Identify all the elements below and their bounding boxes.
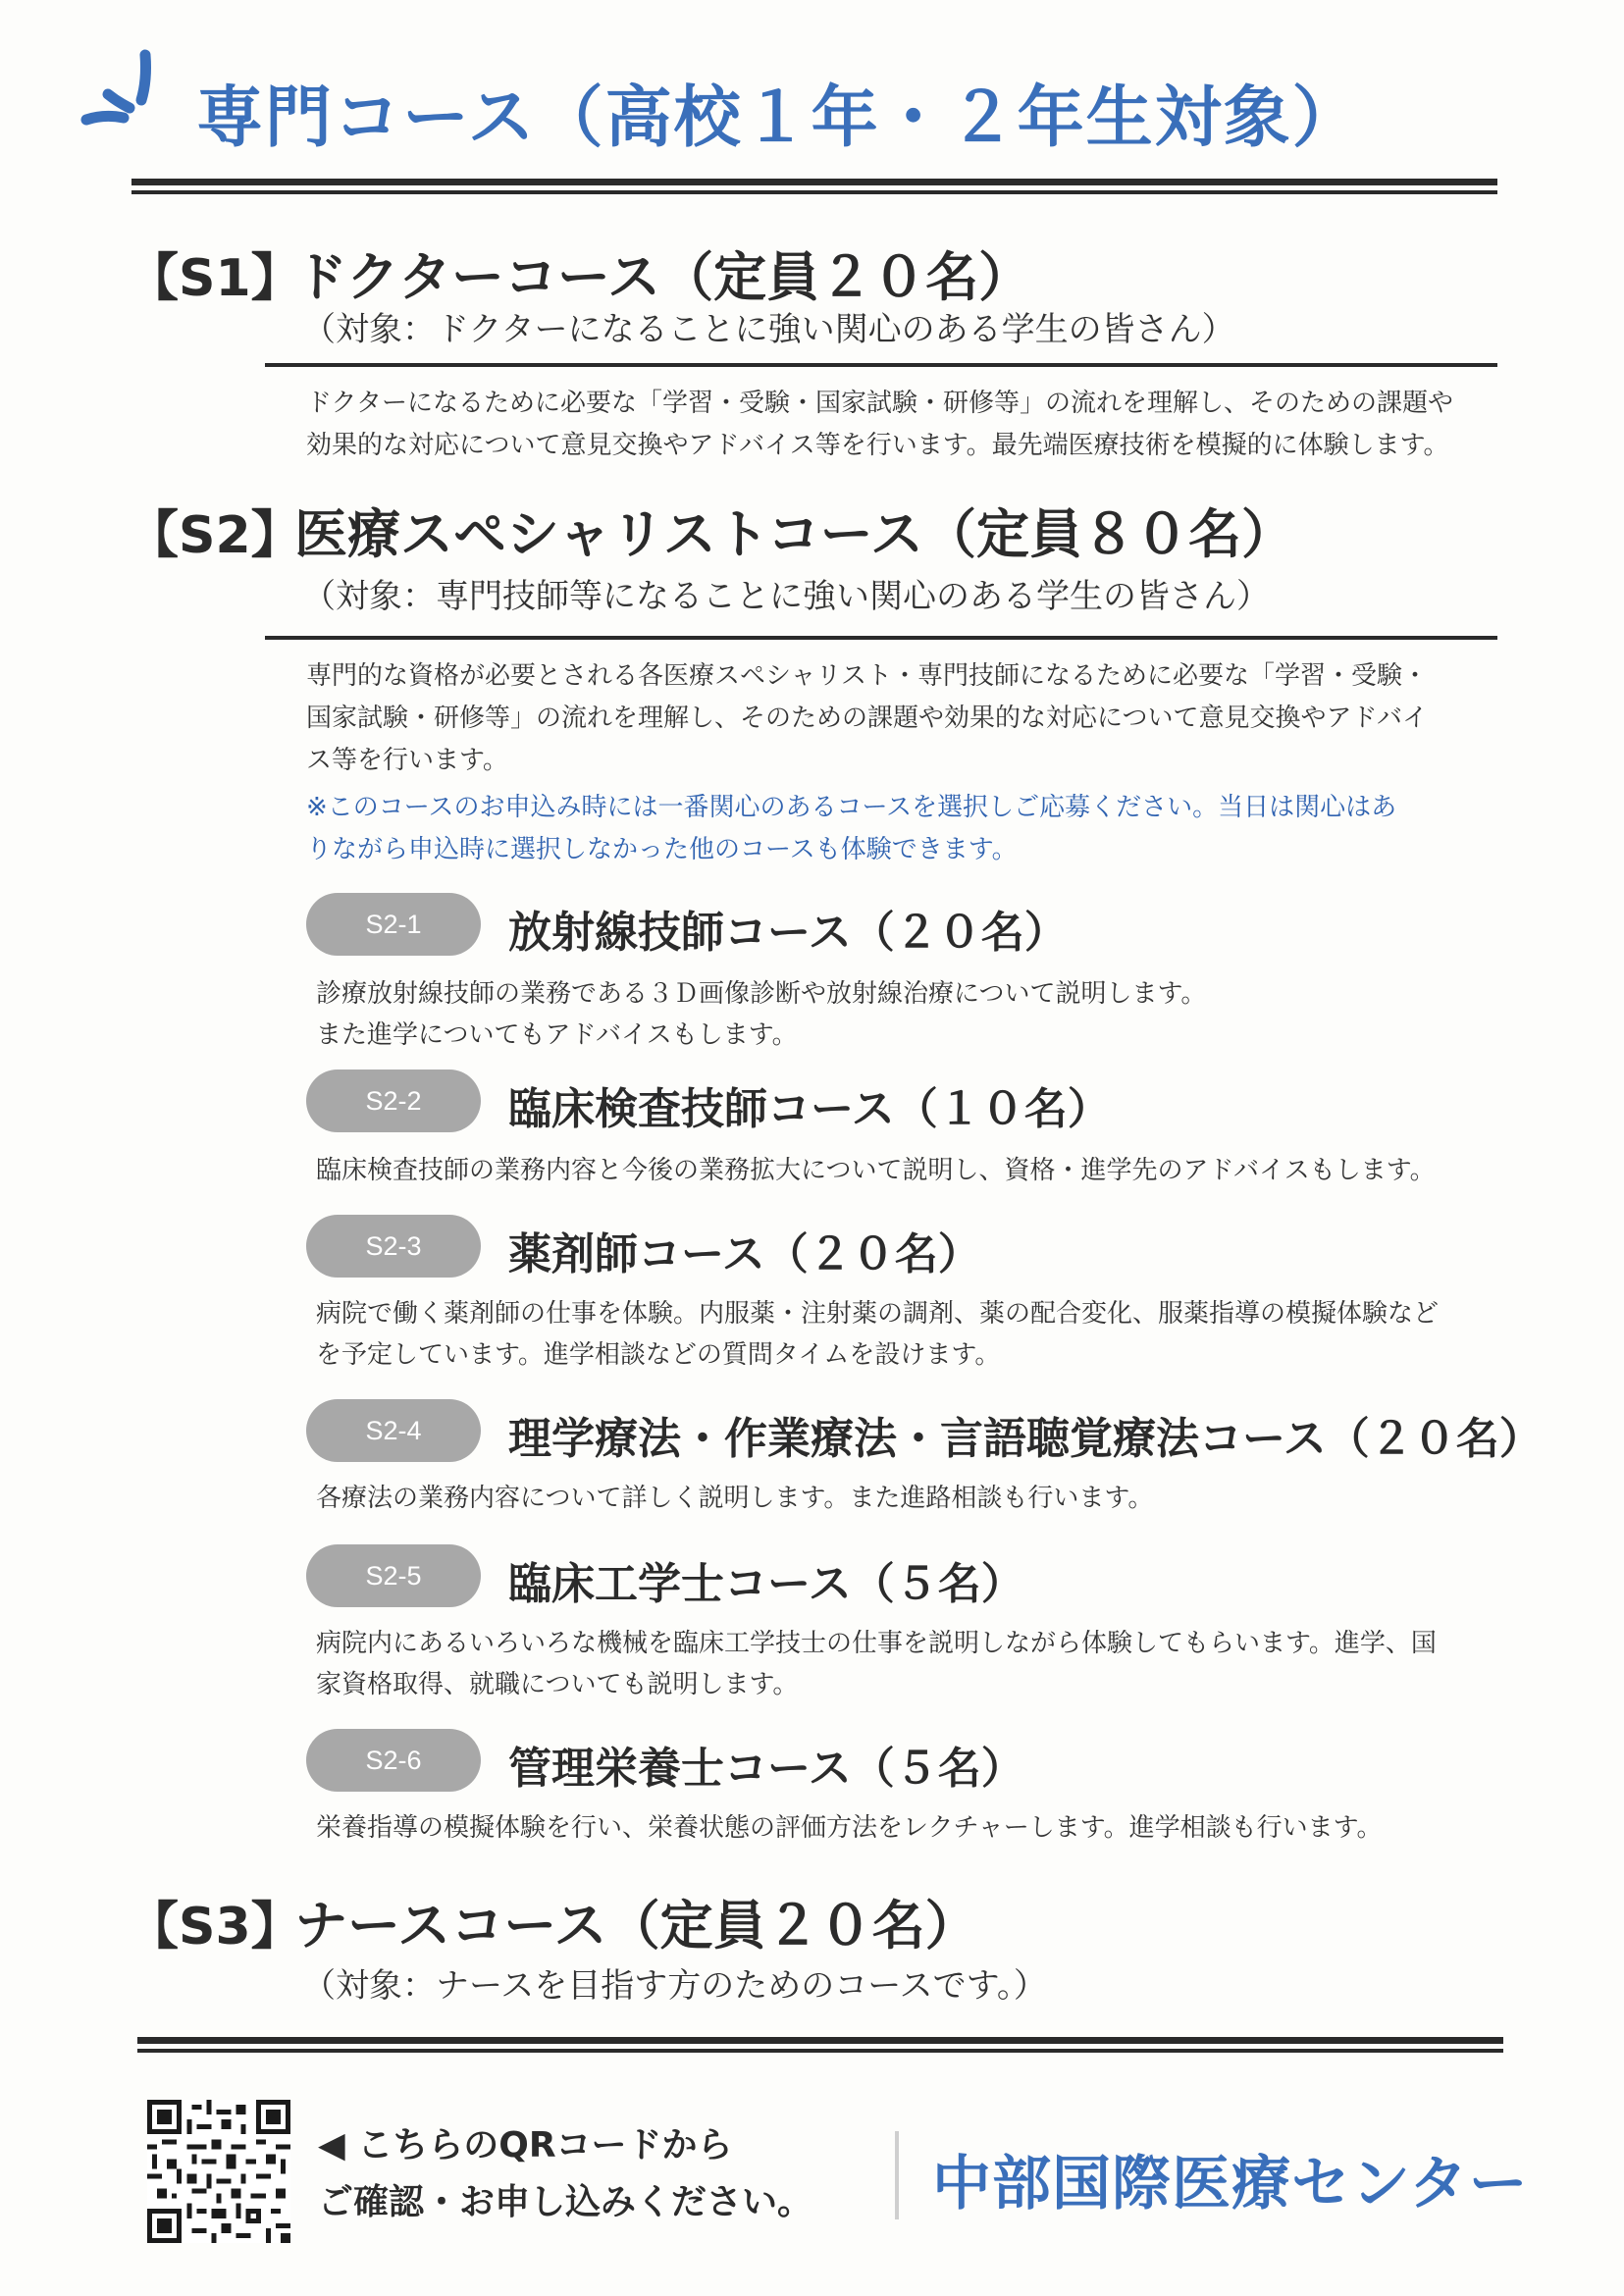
header bbox=[79, 43, 1531, 161]
course-title-s2-1: 放射線技師コース（２０名） bbox=[508, 908, 1068, 958]
course-badge-s2-1: S2-1 bbox=[306, 893, 481, 956]
page-title: 専門コース（高校１年・２年生対象） bbox=[196, 79, 1361, 157]
desc-line: 専門的な資格が必要とされる各医療スペシャリスト・専門技師になるために必要な「学習・受験・ bbox=[306, 661, 1428, 691]
course-desc-s2-1 bbox=[316, 973, 1562, 1056]
course-badge-s2-2: S2-2 bbox=[306, 1070, 481, 1132]
section-target: （対象：ナースを目指す方のためのコースです。） bbox=[302, 1966, 1047, 2006]
cta-line: ◀ こちらのQRコードから bbox=[318, 2125, 733, 2166]
section-target: （対象：ドクターになることに強い関心のある学生の皆さん） bbox=[302, 310, 1235, 349]
section-description bbox=[306, 655, 1552, 782]
course-badge-s2-3: S2-3 bbox=[306, 1215, 481, 1278]
section-title: ドクターコース（定員２０名） bbox=[294, 246, 1032, 308]
header-divider bbox=[131, 179, 1497, 185]
footer-divider bbox=[137, 2037, 1503, 2044]
section-title: ナースコース（定員２０名） bbox=[294, 1895, 978, 1957]
note-line: ※このコースのお申込み時には一番関心のあるコースを選択しご応募ください。当日は関心はあ bbox=[306, 793, 1397, 822]
course-title-s2-3: 薬剤師コース（２０名） bbox=[508, 1229, 981, 1279]
section-code: 【S3】 bbox=[128, 1898, 302, 1957]
course-desc-s2-3 bbox=[316, 1293, 1562, 1376]
desc-line: また進学についてもアドバイスもします。 bbox=[316, 1020, 798, 1050]
course-title-s2-2: 臨床検査技師コース（１０名） bbox=[508, 1084, 1111, 1134]
course-title-s2-5: 臨床工学士コース（５名） bbox=[508, 1559, 1024, 1609]
desc-line: 国家試験・研修等」の流れを理解し、そのための課題や効果的な対応について意見交換やアドバイ bbox=[306, 704, 1428, 733]
footer-separator bbox=[895, 2131, 899, 2219]
section-s1-heading bbox=[128, 235, 1031, 311]
desc-line: 病院内にあるいろいろな機械を臨床工学技士の仕事を説明しながら体験してもらいます。進学、国 bbox=[316, 1629, 1437, 1658]
course-desc-s2-4 bbox=[316, 1478, 1562, 1519]
section-divider bbox=[265, 363, 1497, 367]
section-code: 【S1】 bbox=[128, 249, 302, 308]
course-badge-s2-4: S2-4 bbox=[306, 1399, 481, 1462]
course-desc-s2-5 bbox=[316, 1623, 1562, 1705]
desc-line: 臨床検査技師の業務内容と今後の業務拡大について説明し、資格・進学先のアドバイスもします。 bbox=[316, 1156, 1436, 1185]
organization-name: 中部国際医療センター bbox=[932, 2150, 1529, 2218]
cta-line: ご確認・お申し込みください。 bbox=[318, 2182, 813, 2222]
desc-line: 病院で働く薬剤師の仕事を体験。内服薬・注射薬の調剤、薬の配合変化、服薬指導の模擬体験など bbox=[316, 1299, 1440, 1329]
course-desc-s2-6 bbox=[316, 1807, 1562, 1849]
desc-line: 診療放射線技師の業務である３Ｄ画像診断や放射線治療について説明します。 bbox=[316, 979, 1207, 1009]
section-target: （対象：専門技師等になることに強い関心のある学生の皆さん） bbox=[302, 577, 1270, 616]
spark-decoration-icon bbox=[79, 43, 177, 141]
course-badge-s2-6: S2-6 bbox=[306, 1729, 481, 1792]
section-description bbox=[306, 383, 1552, 467]
section-s2-heading bbox=[128, 493, 1294, 568]
course-title-s2-4: 理学療法・作業療法・言語聴覚療法コース（２０名） bbox=[508, 1414, 1543, 1464]
qr-instruction bbox=[318, 2117, 812, 2231]
course-title-s2-6: 管理栄養士コース（５名） bbox=[508, 1744, 1024, 1794]
section-code: 【S2】 bbox=[128, 506, 302, 565]
desc-line: 効果的な対応について意見交換やアドバイス等を行います。最先端医療技術を模擬的に体験します。 bbox=[306, 431, 1449, 460]
selection-note bbox=[306, 787, 1552, 871]
section-title: 医療スペシャリストコース（定員８０名） bbox=[294, 503, 1294, 565]
note-line: りながら申込時に選択しなかった他のコースも体験できます。 bbox=[306, 835, 1018, 864]
course-badge-s2-5: S2-5 bbox=[306, 1544, 481, 1607]
section-divider bbox=[265, 636, 1497, 640]
desc-line: 栄養指導の模擬体験を行い、栄養状態の評価方法をレクチャーします。進学相談も行います。 bbox=[316, 1813, 1383, 1843]
section-s3-heading bbox=[128, 1884, 978, 1959]
desc-line: ス等を行います。 bbox=[306, 746, 508, 775]
desc-line: を予定しています。進学相談などの質問タイムを設けます。 bbox=[316, 1340, 1001, 1370]
course-desc-s2-2 bbox=[316, 1150, 1562, 1191]
desc-line: 各療法の業務内容について詳しく説明します。また進路相談も行います。 bbox=[316, 1484, 1154, 1513]
desc-line: 家資格取得、就職についても説明します。 bbox=[316, 1670, 799, 1699]
qr-code-icon[interactable] bbox=[147, 2100, 290, 2243]
desc-line: ドクターになるために必要な「学習・受験・国家試験・研修等」の流れを理解し、そのための課題や bbox=[306, 389, 1453, 418]
